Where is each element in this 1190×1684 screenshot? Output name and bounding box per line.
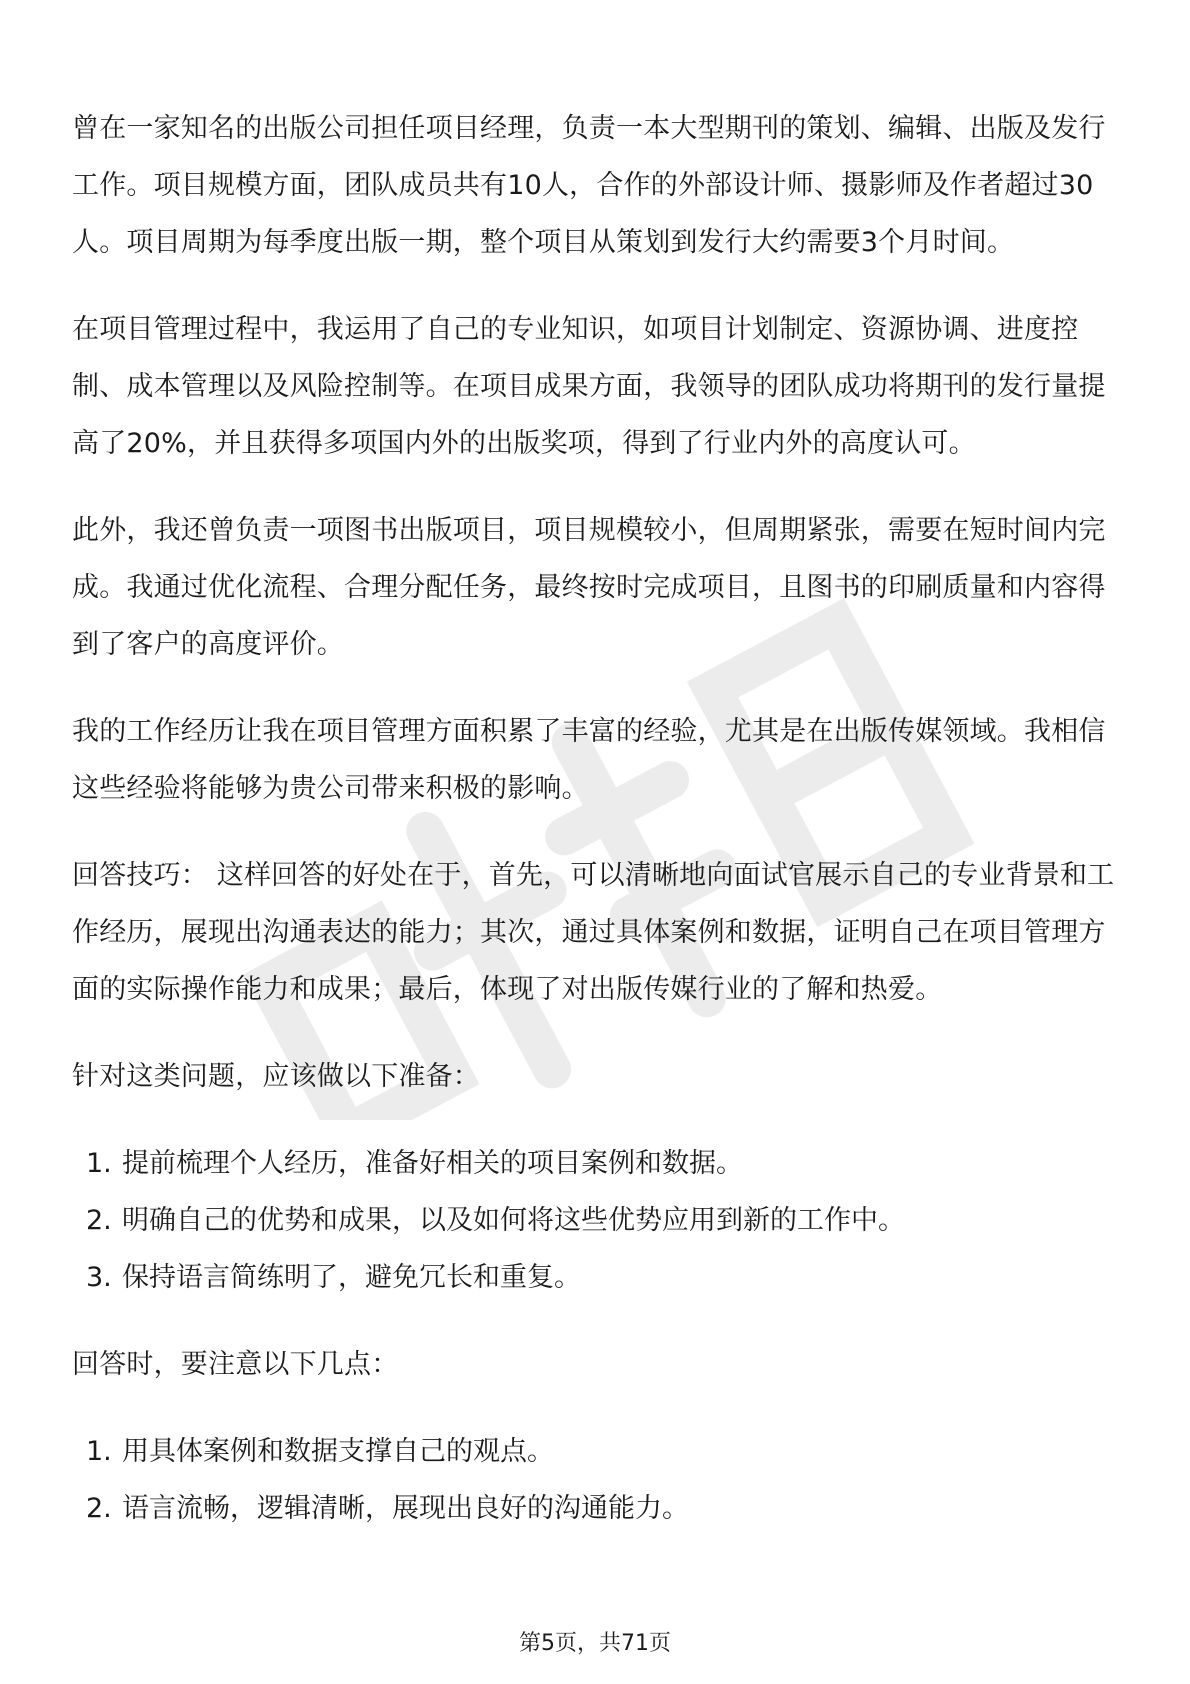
list-number: 1. xyxy=(86,1436,112,1467)
document-body xyxy=(72,100,1120,1567)
paragraph-answer-tips: 回答技巧： 这样回答的好处在于，首先，可以清晰地向面试官展示自己的专业背景和工作经历，展现出沟通表达的能力；其次，通过具体案例和数据，证明自己在项目管理方面的实际操作能力和成果；最后，体现了对出版传媒行业的了解和热爱。 xyxy=(72,860,1115,1005)
list-number: 2. xyxy=(86,1205,112,1236)
paragraph-management: 在项目管理过程中，我运用了自己的专业知识，如项目计划制定、资源协调、进度控制、成本管理以及风险控制等。在项目成果方面，我领导的团队成功将期刊的发行量提高了20%，并且获得多项国内外的出版奖项，得到了行业内外的高度认可。 xyxy=(72,314,1106,459)
list-item xyxy=(72,1135,1120,1192)
list-item xyxy=(72,1423,1120,1480)
list-number: 3. xyxy=(86,1262,112,1293)
list-number: 1. xyxy=(86,1148,112,1179)
list-text: 提前梳理个人经历，准备好相关的项目案例和数据。 xyxy=(122,1148,743,1179)
notes-list xyxy=(72,1423,1120,1537)
prep-list xyxy=(72,1135,1120,1306)
list-text: 保持语言简练明了，避免冗长和重复。 xyxy=(122,1262,581,1293)
paragraph-experience: 曾在一家知名的出版公司担任项目经理，负责一本大型期刊的策划、编辑、出版及发行工作。项目规模方面，团队成员共有10人，合作的外部设计师、摄影师及作者超过30人。项目周期为每季度出版一期，整个项目从策划到发行大约需要3个月时间。 xyxy=(72,113,1106,258)
list-text: 语言流畅，逻辑清晰，展现出良好的沟通能力。 xyxy=(122,1493,689,1524)
prep-heading: 针对这类问题，应该做以下准备： xyxy=(72,1061,480,1092)
list-item xyxy=(72,1249,1120,1306)
notes-heading: 回答时，要注意以下几点： xyxy=(72,1349,399,1380)
page-footer: 第5页，共71页 xyxy=(519,1631,671,1656)
list-text: 明确自己的优势和成果，以及如何将这些优势应用到新的工作中。 xyxy=(122,1205,905,1236)
paragraph-book-project: 此外，我还曾负责一项图书出版项目，项目规模较小，但周期紧张，需要在短时间内完成。我通过优化流程、合理分配任务，最终按时完成项目，且图书的印刷质量和内容得到了客户的高度评价。 xyxy=(72,515,1106,660)
list-number: 2. xyxy=(86,1493,112,1524)
list-item xyxy=(72,1192,1120,1249)
list-text: 用具体案例和数据支撑自己的观点。 xyxy=(122,1436,554,1467)
list-item xyxy=(72,1480,1120,1537)
paragraph-summary: 我的工作经历让我在项目管理方面积累了丰富的经验，尤其是在出版传媒领域。我相信这些经验将能够为贵公司带来积极的影响。 xyxy=(72,716,1106,804)
